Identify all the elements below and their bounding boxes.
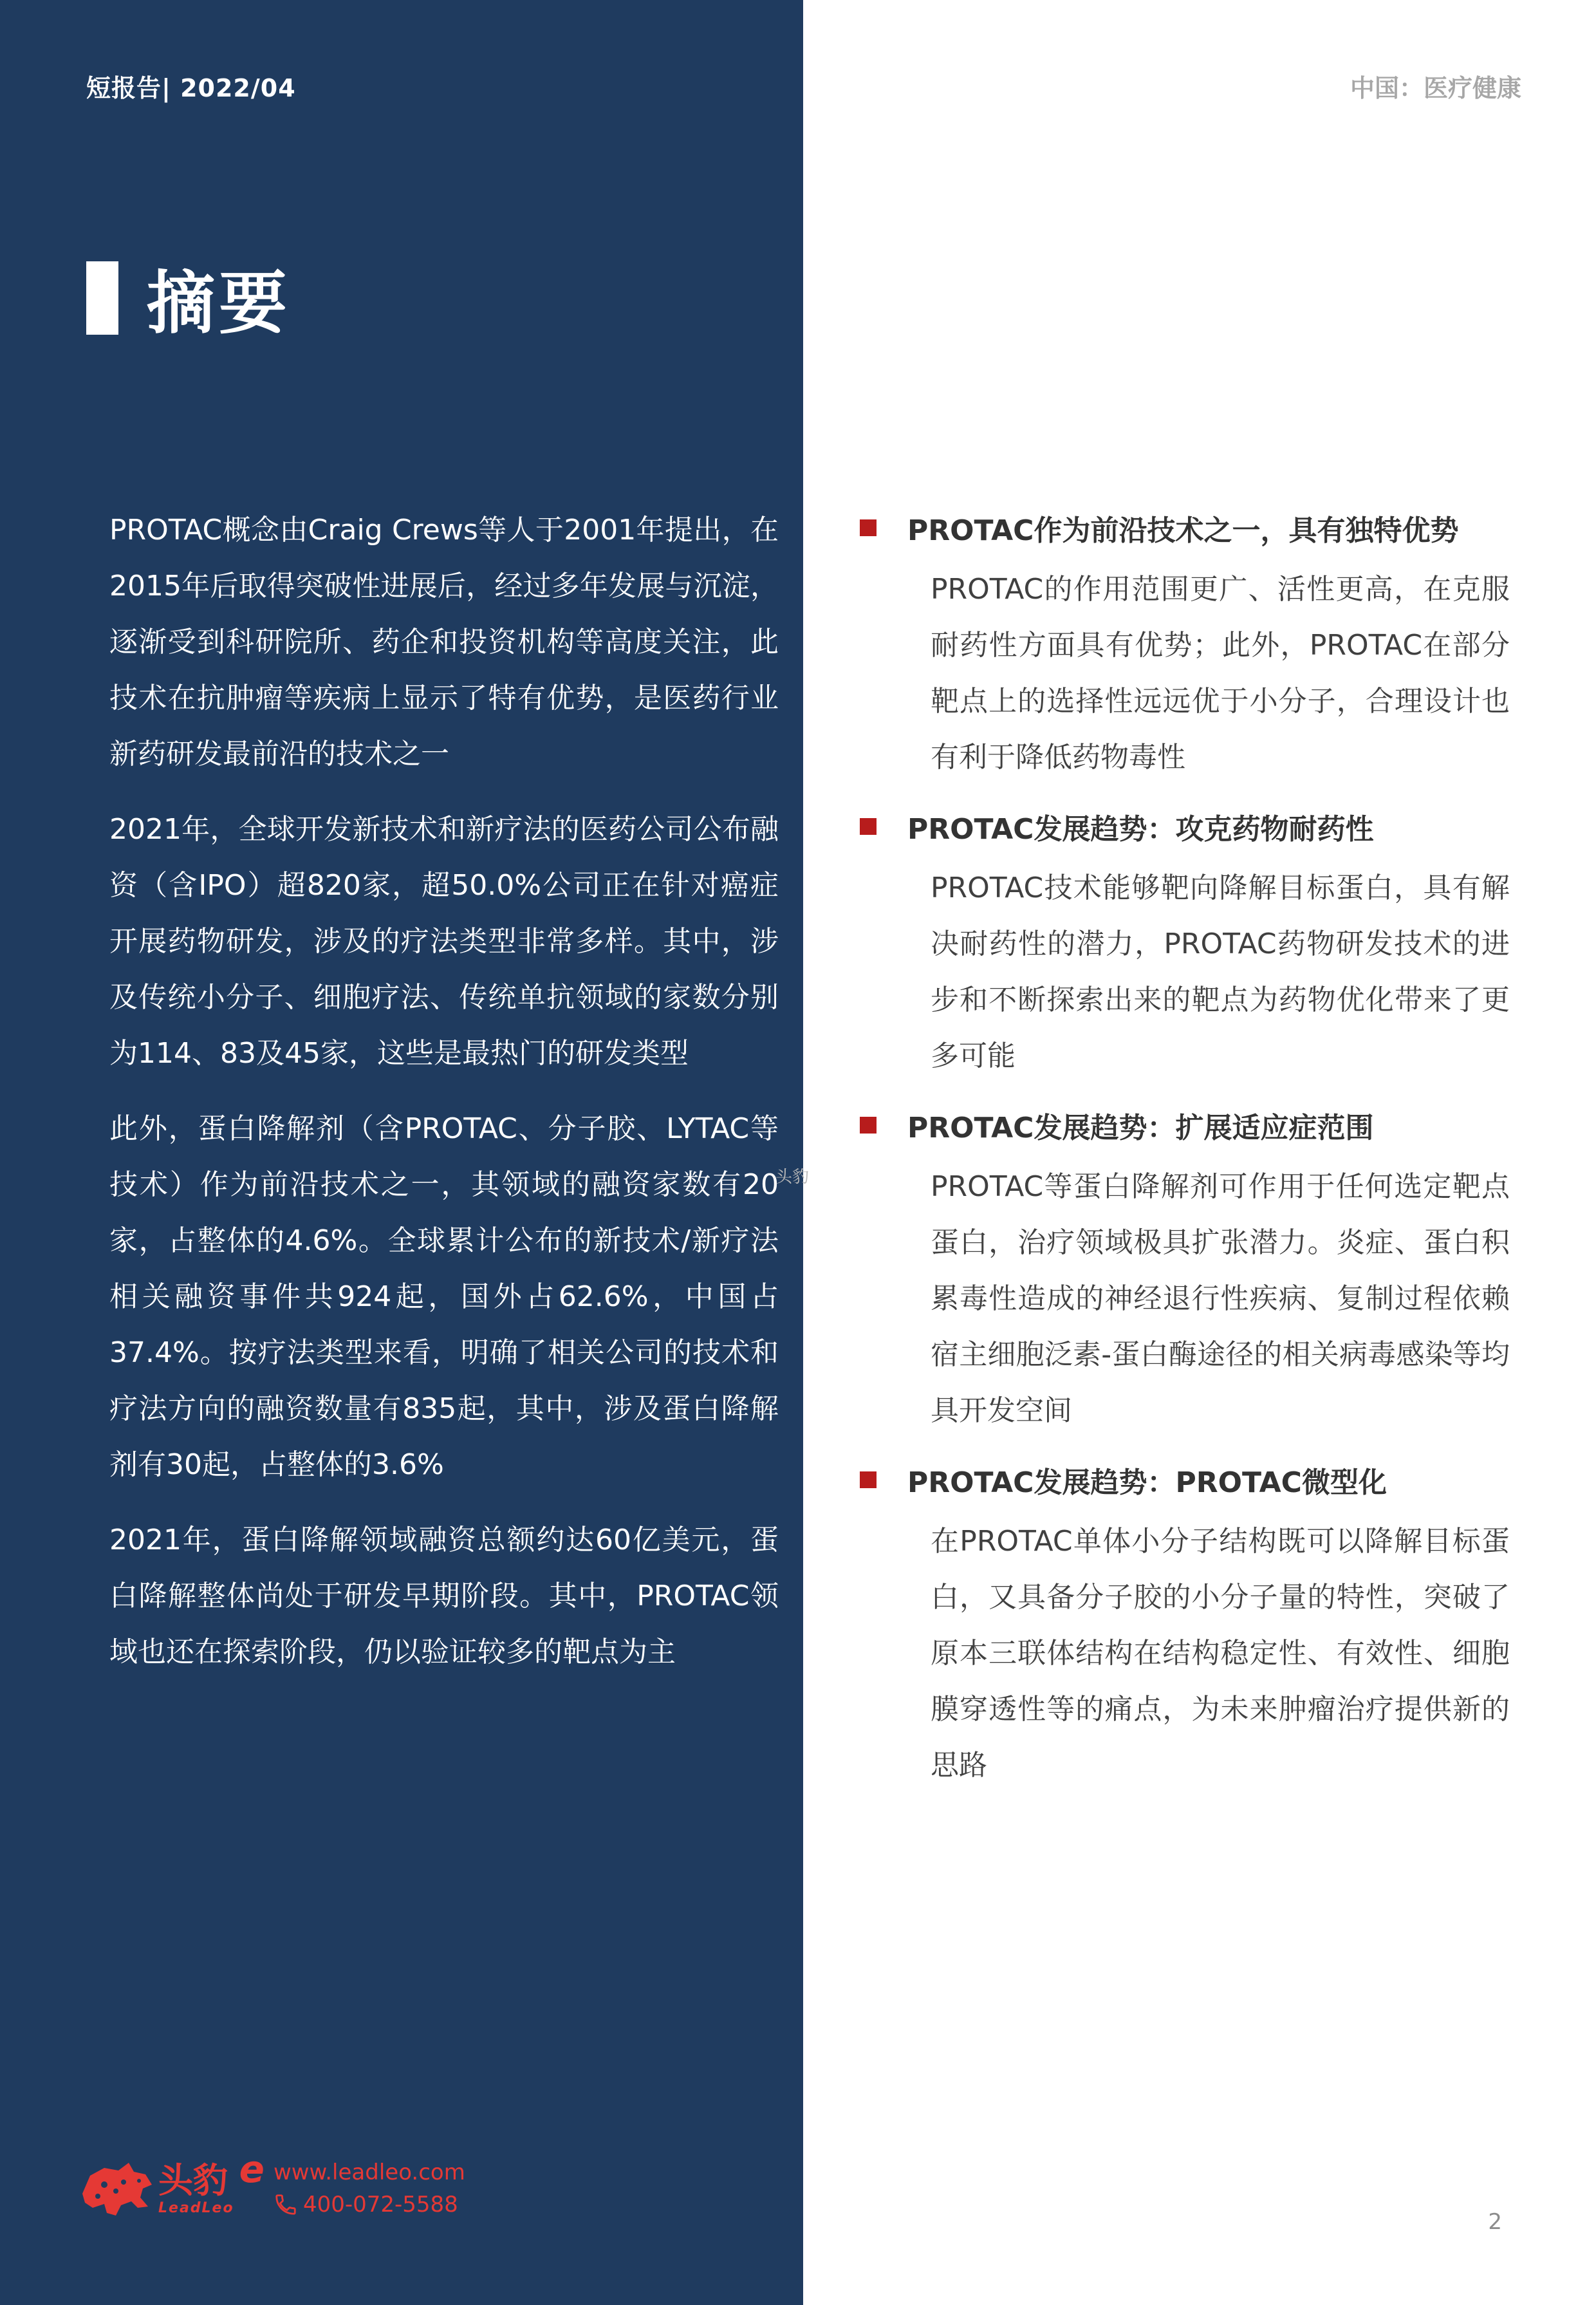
key-point-body: PROTAC等蛋白降解剂可作用于任何选定靶点蛋白，治疗领域极具扩张潜力。炎症、蛋白积累毒性造成的神经退行性疾病、复制过程依赖宿主细胞泛素-蛋白酶途径的相关病毒感染等均具开发空间: [931, 1170, 1510, 1427]
website-link[interactable]: www.leadleo.com: [273, 2160, 465, 2185]
contact-info: [274, 2156, 465, 2221]
report-category: 中国：医疗健康: [1350, 74, 1521, 102]
key-point: [860, 801, 1529, 1084]
red-square-bullet-icon: [860, 1117, 877, 1134]
key-point-title-text: PROTAC发展趋势：攻克药物耐药性: [907, 813, 1374, 846]
key-point: [860, 502, 1529, 785]
summary-paragraph: 2021年，全球开发新技术和新疗法的医药公司公布融资（含IPO）超820家，超50.0%公司正在针对癌症开展药物研发，涉及的疗法类型非常多样。其中，涉及传统小分子、细胞疗法、传统单抗领域的家数分别为114、83及45家，这些是最热门的研发类型: [109, 813, 779, 1070]
logo-wordmark: [158, 2161, 234, 2216]
phone-row: [274, 2188, 465, 2221]
section-title: [86, 256, 291, 343]
key-point-title: [860, 502, 1529, 554]
summary-paragraphs: [109, 502, 779, 1699]
summary-paragraph: PROTAC概念由Craig Crews等人于2001年提出，在2015年后取得突破性进展后，经过多年发展与沉淀，逐渐受到科研院所、药企和投资机构等高度关注，此技术在抗肿瘤等疾病上显示了特有优势，是医药行业新药研发最前沿的技术之一: [109, 514, 779, 770]
key-point-title-text: PROTAC发展趋势：扩展适应症范围: [907, 1112, 1374, 1144]
key-point-body: PROTAC技术能够靶向降解目标蛋白，具有解决耐药性的潜力，PROTAC药物研发技术的进步和不断探索出来的靶点为药物优化带来了更多可能: [931, 872, 1510, 1072]
key-point-title: [860, 1099, 1529, 1151]
red-square-bullet-icon: [860, 1471, 877, 1488]
key-points: [860, 502, 1529, 1809]
logo-chinese-name: 头豹: [158, 2160, 228, 2201]
key-point-body: PROTAC的作用范围更广、活性更高，在克服耐药性方面具有优势；此外，PROTAC在部分靶点上的选择性远远优于小分子，合理设计也有利于降低药物毒性: [931, 573, 1510, 774]
phone-icon: [274, 2192, 298, 2217]
footer-brand: [79, 2147, 478, 2227]
key-point-title: [860, 801, 1529, 852]
title-bar-decoration: [86, 261, 118, 335]
key-point-title: [860, 1454, 1529, 1506]
leopard-logo-icon: [79, 2156, 154, 2221]
red-square-bullet-icon: [860, 818, 877, 835]
red-square-bullet-icon: [860, 519, 877, 536]
key-point-body: 在PROTAC单体小分子结构既可以降解目标蛋白，又具备分子胶的小分子量的特性，突破了原本三联体结构在结构稳定性、有效性、细胞膜穿透性等的痛点，为未来肿瘤治疗提供新的思路: [931, 1525, 1510, 1782]
key-point-title-text: PROTAC发展趋势：PROTAC微型化: [907, 1466, 1387, 1499]
section-title-text: 摘要: [147, 264, 291, 343]
key-point-title-text: PROTAC作为前沿技术之一，具有独特优势: [907, 514, 1459, 547]
summary-paragraph: 此外，蛋白降解剂（含PROTAC、分子胶、LYTAC等技术）作为前沿技术之一，其领域的融资家数有20家，占整体的4.6%。全球累计公布的新技术/新疗法相关融资事件共924起，国外占62.6%，中国占37.4%。按疗法类型来看，明确了相关公司的技术和疗法方向的融资数量有835起，其中，涉及蛋白降解剂有30起，占整体的3.6%: [109, 1112, 779, 1481]
summary-paragraph: 2021年，蛋白降解领域融资总额约达60亿美元，蛋白降解整体尚处于研发早期阶段。其中，PROTAC领域也还在探索阶段，仍以验证较多的靶点为主: [109, 1524, 779, 1668]
logo-english-name: LeadLeo: [158, 2199, 234, 2216]
watermark: 头豹: [775, 1168, 810, 1187]
phone-number: 400-072-5588: [302, 2192, 458, 2217]
key-point: [860, 1454, 1529, 1793]
key-point: [860, 1099, 1529, 1439]
report-type-date: 短报告| 2022/04: [86, 74, 296, 102]
logo-e-mark: e: [239, 2147, 264, 2191]
page-number: 2: [1488, 2209, 1502, 2235]
